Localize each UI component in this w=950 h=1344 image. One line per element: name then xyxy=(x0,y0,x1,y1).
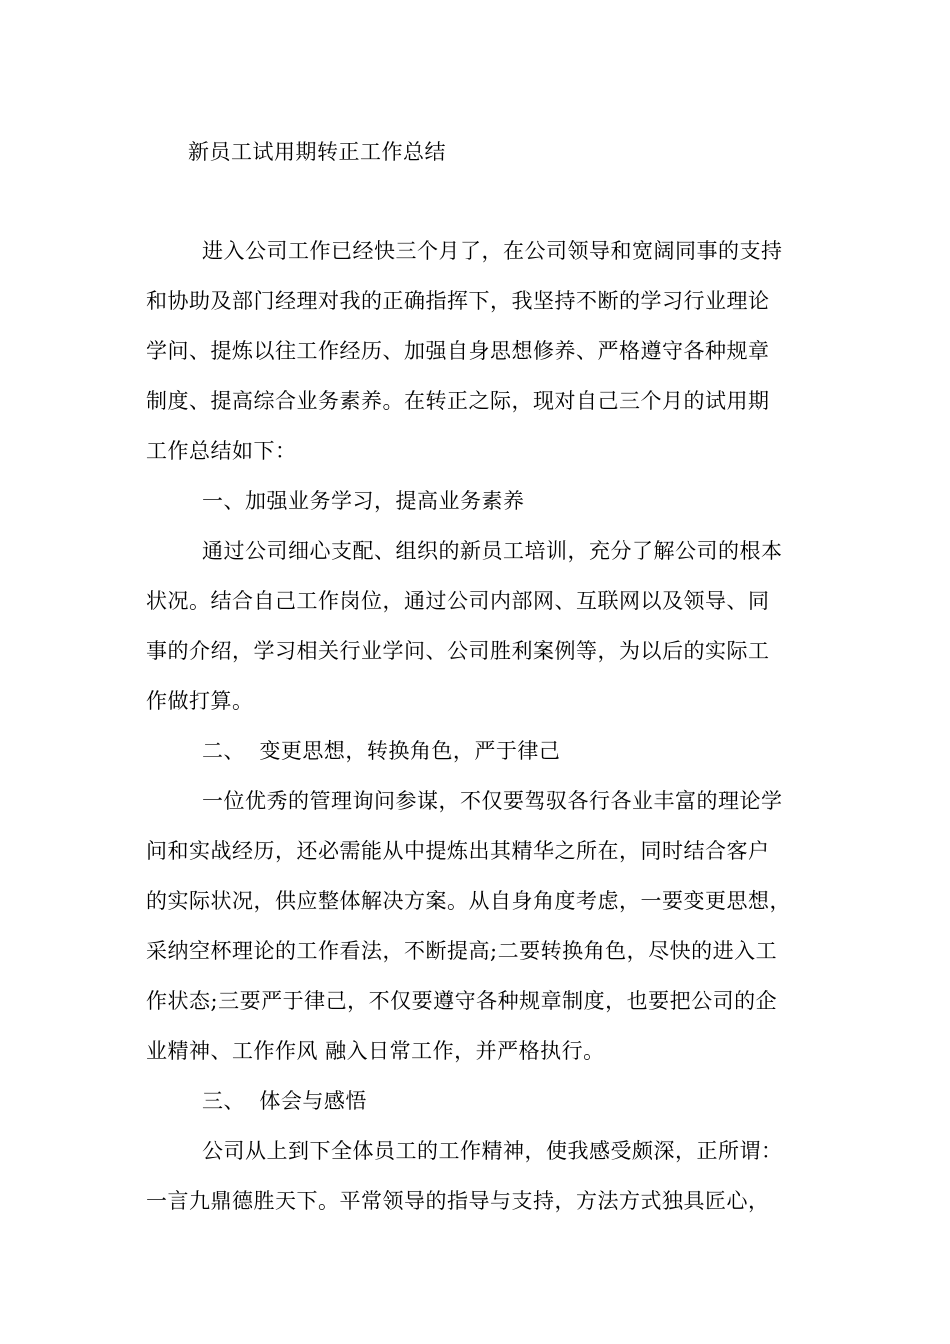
paragraph-line: 的实际状况，供应整体解决方案。从自身角度考虑，一要变更思想， xyxy=(146,889,791,913)
paragraph-line: 作状态;三要严于律己，不仅要遵守各种规章制度，也要把公司的企 xyxy=(146,989,778,1013)
section-heading: 一、加强业务学习，提高业务素养 xyxy=(202,489,525,513)
paragraph-line: 工作总结如下： xyxy=(146,439,297,463)
paragraph-line: 制度、提高综合业务素养。在转正之际，现对自己三个月的试用期 xyxy=(146,389,770,413)
paragraph-line: 一言九鼎德胜天下。平常领导的指导与支持，方法方式独具匠心， xyxy=(146,1189,770,1213)
paragraph-line: 问和实战经历，还必需能从中提炼出其精华之所在，同时结合客户 xyxy=(146,839,770,863)
paragraph-line: 一位优秀的管理询问参谋，不仅要驾驭各行各业丰富的理论学 xyxy=(202,789,783,813)
paragraph-line: 和协助及部门经理对我的正确指挥下，我坚持不断的学习行业理论 xyxy=(146,289,770,313)
document-title: 新员工试用期转正工作总结 xyxy=(188,140,446,164)
paragraph-line: 事的介绍，学习相关行业学问、公司胜利案例等，为以后的实际工 xyxy=(146,639,770,663)
paragraph-line: 作做打算。 xyxy=(146,689,254,713)
paragraph-line: 状况。结合自己工作岗位，通过公司内部网、互联网以及领导、同 xyxy=(146,589,770,613)
paragraph-line: 学问、提炼以往工作经历、加强自身思想修养、严格遵守各种规章 xyxy=(146,339,770,363)
paragraph-line: 业精神、工作作风 融入日常工作，并严格执行。 xyxy=(146,1039,605,1063)
section-heading: 二、 变更思想，转换角色，严于律己 xyxy=(202,739,561,763)
paragraph-line: 公司从上到下全体员工的工作精神，使我感受颇深，正所谓： xyxy=(202,1139,783,1163)
paragraph-line: 采纳空杯理论的工作看法，不断提高;二要转换角色，尽快的进入工 xyxy=(146,939,778,963)
paragraph-line: 进入公司工作已经快三个月了，在公司领导和宽阔同事的支持 xyxy=(202,239,783,263)
paragraph-line: 通过公司细心支配、组织的新员工培训，充分了解公司的根本 xyxy=(202,539,783,563)
section-heading: 三、 体会与感悟 xyxy=(202,1089,367,1113)
